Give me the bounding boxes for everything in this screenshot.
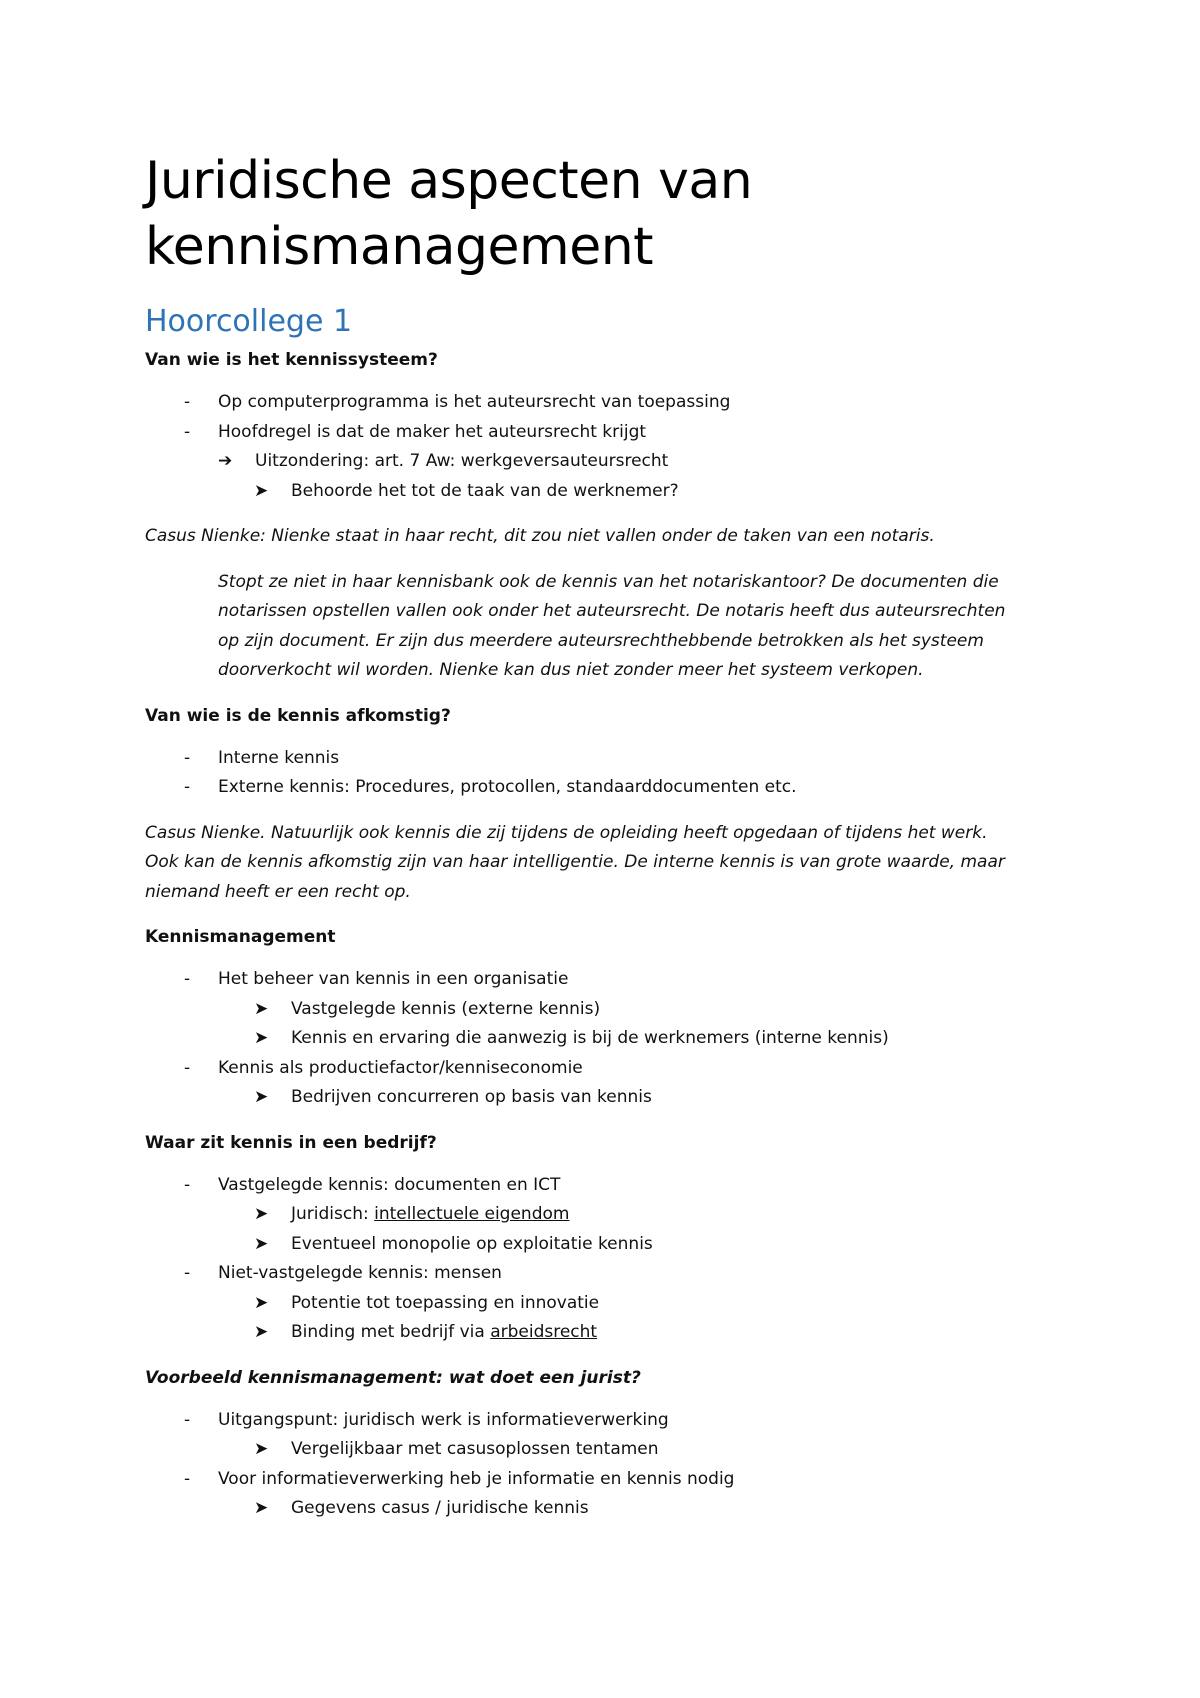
chevron-icon: ➤ xyxy=(254,1498,269,1518)
list-item: ➤ Eventueel monopolie op exploitatie kennis xyxy=(145,1230,1065,1260)
list-item: - Uitgangspunt: juridisch werk is informatieverwerking xyxy=(145,1406,1065,1436)
chevron-icon: ➤ xyxy=(254,1204,269,1224)
list-item: - Externe kennis: Procedures, protocollen, standaarddocumenten etc. xyxy=(145,773,1065,803)
list-item: - Niet-vastgelegde kennis: mensen xyxy=(145,1259,1065,1289)
title-line-1: Juridische aspecten van xyxy=(145,151,753,211)
subheading-kennismanagement: Kennismanagement xyxy=(145,927,336,947)
list-item: - Hoofdregel is dat de maker het auteursrecht krijgt xyxy=(145,418,1065,448)
dash-bullet: - xyxy=(184,1174,191,1195)
list-item: ➤ Potentie tot toepassing en innovatie xyxy=(145,1289,1065,1319)
list-item: - Vastgelegde kennis: documenten en ICT xyxy=(145,1171,1065,1201)
dash-bullet: - xyxy=(184,1263,191,1283)
list-afkomstig xyxy=(145,744,1065,803)
list-item: ➔ Uitzondering: art. 7 Aw: werkgeversauteursrecht xyxy=(145,447,1065,477)
dash-bullet: - xyxy=(184,1057,191,1078)
chevron-icon: ➤ xyxy=(254,1322,269,1342)
chevron-icon: ➤ xyxy=(254,1028,269,1048)
list-item: - Interne kennis xyxy=(145,744,1065,774)
list-item: - Voor informatieverwerking heb je informatie en kennis nodig xyxy=(145,1465,1065,1495)
chevron-icon: ➤ xyxy=(254,1087,269,1107)
section-heading: Hoorcollege 1 xyxy=(145,304,353,339)
dash-bullet: - xyxy=(184,747,191,768)
list-waar-zit-kennis xyxy=(145,1171,1065,1348)
list-kennismanagement xyxy=(145,965,1065,1113)
arrow-icon: ➔ xyxy=(218,451,233,471)
casus-paragraph-2: Casus Nienke. Natuurlijk ook kennis die zij tijdens de opleiding heeft opgedaan of tijdens het werk. Ook kan de kennis afkomstig zijn van haar intelligentie. De interne kennis is van grote waarde, maar niemand heeft er een recht op. xyxy=(145,822,1005,902)
chevron-icon: ➤ xyxy=(254,998,269,1019)
subheading-afkomstig: Van wie is de kennis afkomstig? xyxy=(145,705,451,726)
list-item: ➤ Vastgelegde kennis (externe kennis) xyxy=(145,995,1065,1025)
dash-bullet: - xyxy=(184,777,191,797)
list-item: ➤ Kennis en ervaring die aanwezig is bij de werknemers (interne kennis) xyxy=(145,1024,1065,1054)
subheading-waar-zit-kennis: Waar zit kennis in een bedrijf? xyxy=(145,1132,437,1153)
dash-bullet: - xyxy=(184,421,191,442)
chevron-icon: ➤ xyxy=(254,480,269,501)
document-content xyxy=(145,148,1065,1524)
title-line-2: kennismanagement xyxy=(145,217,654,277)
subheading-voorbeeld: Voorbeeld kennismanagement: wat doet een jurist? xyxy=(145,1367,641,1388)
list-item: - Op computerprogramma is het auteursrecht van toepassing xyxy=(145,388,1065,418)
list-item: - Het beheer van kennis in een organisatie xyxy=(145,965,1065,995)
list-kennissysteem xyxy=(145,388,1065,506)
chevron-icon: ➤ xyxy=(254,1439,269,1459)
list-item: ➤ Juridisch: intellectuele eigendom xyxy=(145,1200,1065,1230)
list-voorbeeld xyxy=(145,1406,1065,1524)
chevron-icon: ➤ xyxy=(254,1292,269,1313)
casus-indented-paragraph: Stopt ze niet in haar kennisbank ook de kennis van het notariskantoor? De documenten die notarissen opstellen vallen ook onder het auteursrecht. De notaris heeft dus auteursrechten op zijn document. Er zijn dus meerdere auteursrechthebbende betrokken als het systeem doorverkocht wil worden. Nienke kan dus niet zonder meer het systeem verkopen. xyxy=(218,571,1006,680)
dash-bullet: - xyxy=(184,392,191,412)
list-item: - Kennis als productiefactor/kenniseconomie xyxy=(145,1054,1065,1084)
casus-paragraph: Casus Nienke: Nienke staat in haar recht, dit zou niet vallen onder de taken van een notaris. xyxy=(145,526,935,546)
list-item: ➤ Behoorde het tot de taak van de werknemer? xyxy=(145,477,1065,507)
list-item: ➤ Gegevens casus / juridische kennis xyxy=(145,1494,1065,1524)
list-item: ➤ Vergelijkbaar met casusoplossen tentamen xyxy=(145,1435,1065,1465)
link-arbeidsrecht[interactable]: arbeidsrecht xyxy=(490,1322,598,1342)
list-item: ➤ Binding met bedrijf via arbeidsrecht xyxy=(145,1318,1065,1348)
list-item: ➤ Bedrijven concurreren op basis van kennis xyxy=(145,1083,1065,1113)
link-intellectuele-eigendom[interactable]: intellectuele eigendom xyxy=(374,1204,570,1224)
dash-bullet: - xyxy=(184,969,191,989)
subheading-kennissysteem: Van wie is het kennissysteem? xyxy=(145,350,438,370)
dash-bullet: - xyxy=(184,1468,191,1489)
dash-bullet: - xyxy=(184,1409,191,1430)
chevron-icon: ➤ xyxy=(254,1233,269,1254)
document-title xyxy=(145,148,1065,280)
